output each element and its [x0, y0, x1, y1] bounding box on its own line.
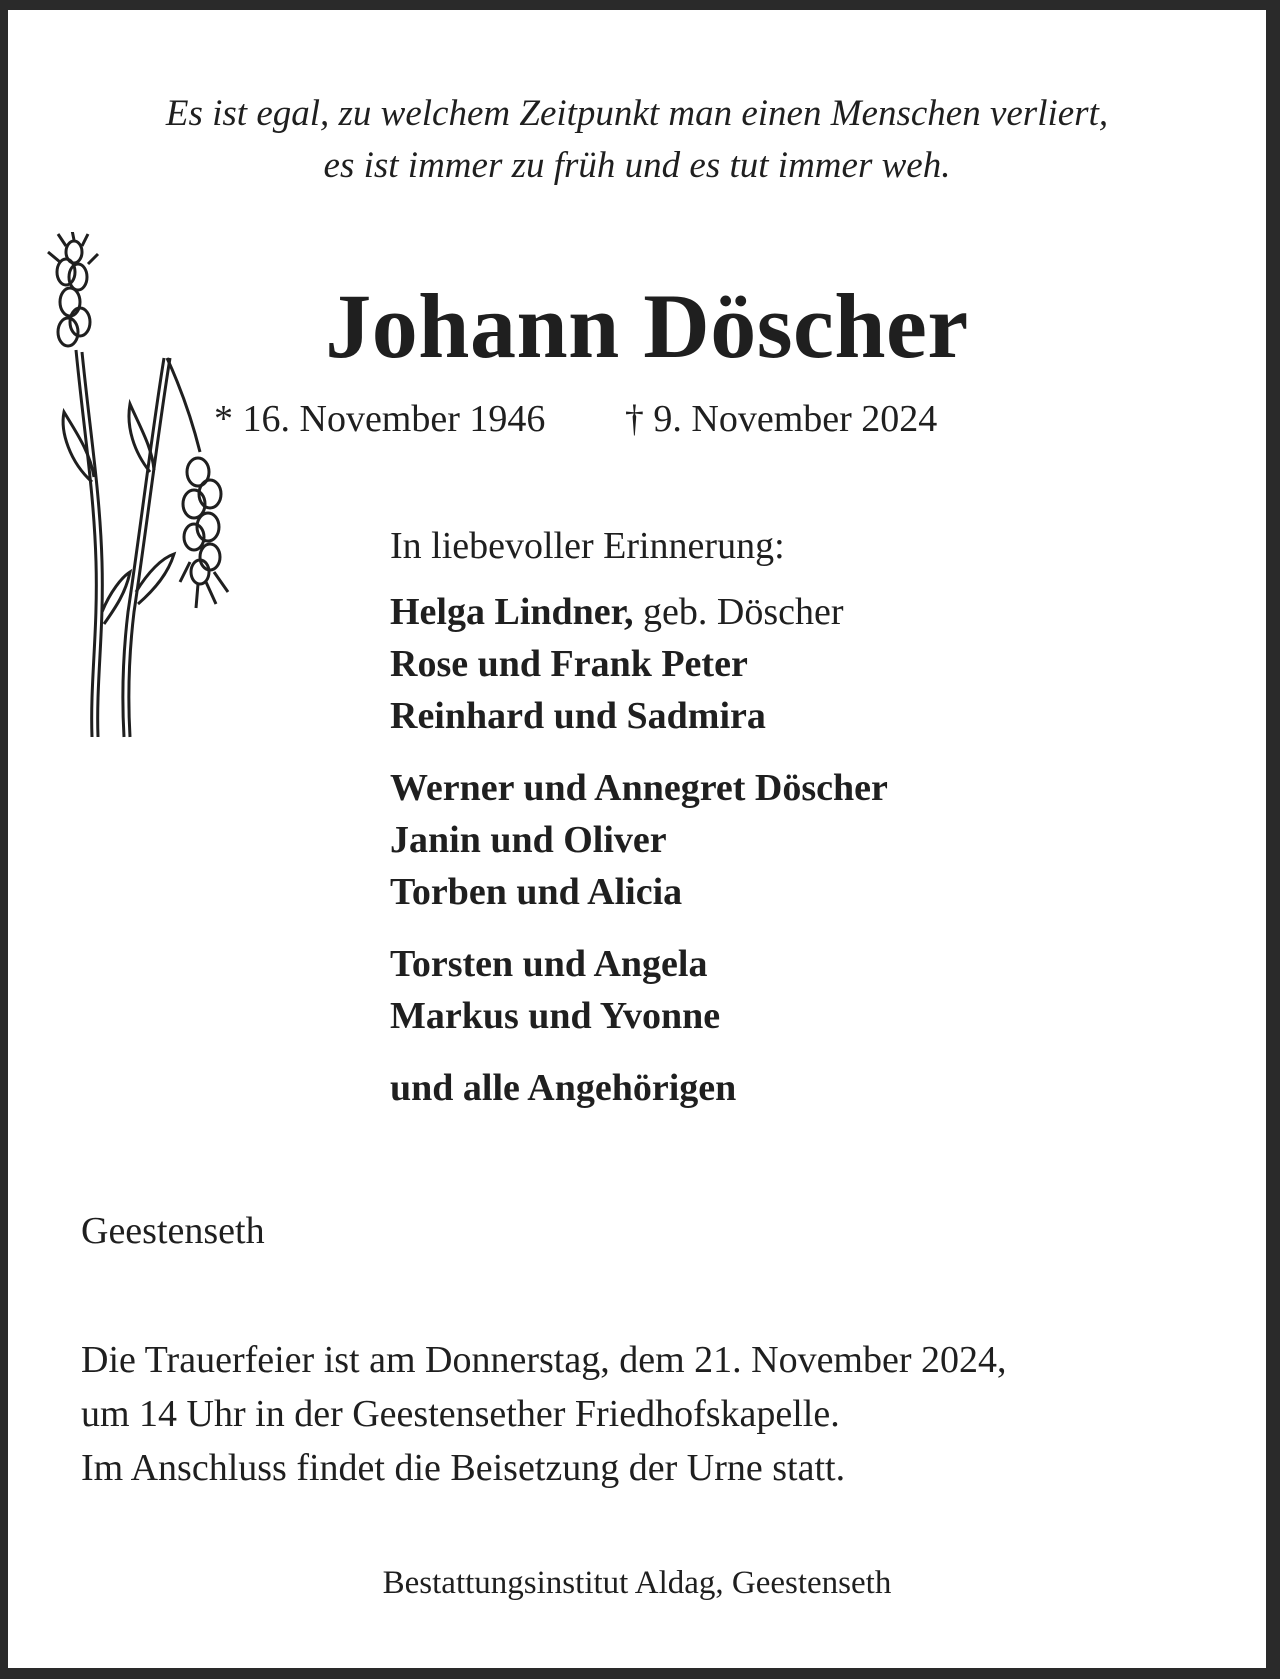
service-line-3: Im Anschluss findet die Beisetzung der Urne statt. — [81, 1447, 846, 1489]
birth-date: * 16. November 1946 — [214, 398, 546, 440]
obituary-notice — [8, 10, 1266, 1668]
mourner-maiden-name: geb. Döscher — [633, 591, 844, 633]
place-name: Geestenseth — [81, 1210, 265, 1252]
death-date: † 9. November 2024 — [624, 398, 938, 440]
service-info — [81, 1333, 1007, 1495]
mourner-line: Markus und Yvonne — [390, 995, 721, 1037]
life-dates — [214, 396, 937, 442]
funeral-home: Bestattungsinstitut Aldag, Geestenseth — [382, 1565, 892, 1601]
mourner-group — [390, 586, 888, 742]
mourner-name: Helga Lindner, — [390, 591, 634, 633]
quote-line-2: es ist immer zu früh und es tut immer weh. — [323, 145, 951, 186]
deceased-name: Johann Döscher — [325, 275, 969, 377]
mourners-list — [390, 520, 888, 1114]
service-line-1: Die Trauerfeier ist am Donnerstag, dem 21. November 2024, — [81, 1339, 1007, 1381]
mourners-intro: In liebevoller Erinnerung: — [390, 525, 785, 567]
mourner-line — [390, 586, 888, 638]
mourner-line: Rose und Frank Peter — [390, 643, 748, 685]
mourner-group — [390, 938, 888, 1042]
mourner-line: Werner und Annegret Döscher — [390, 767, 888, 809]
mourner-line: Torsten und Angela — [390, 943, 708, 985]
mourner-line: Torben und Alicia — [390, 871, 683, 913]
service-line-2: um 14 Uhr in der Geestensether Friedhofskapelle. — [81, 1393, 840, 1435]
mourner-line: Janin und Oliver — [390, 819, 667, 861]
mourner-group — [390, 762, 888, 918]
mourners-closing: und alle Angehörigen — [390, 1067, 737, 1109]
memorial-quote — [8, 88, 1266, 192]
mourner-line: Reinhard und Sadmira — [390, 695, 766, 737]
quote-line-1: Es ist egal, zu welchem Zeitpunkt man einen Menschen verliert, — [165, 93, 1109, 134]
